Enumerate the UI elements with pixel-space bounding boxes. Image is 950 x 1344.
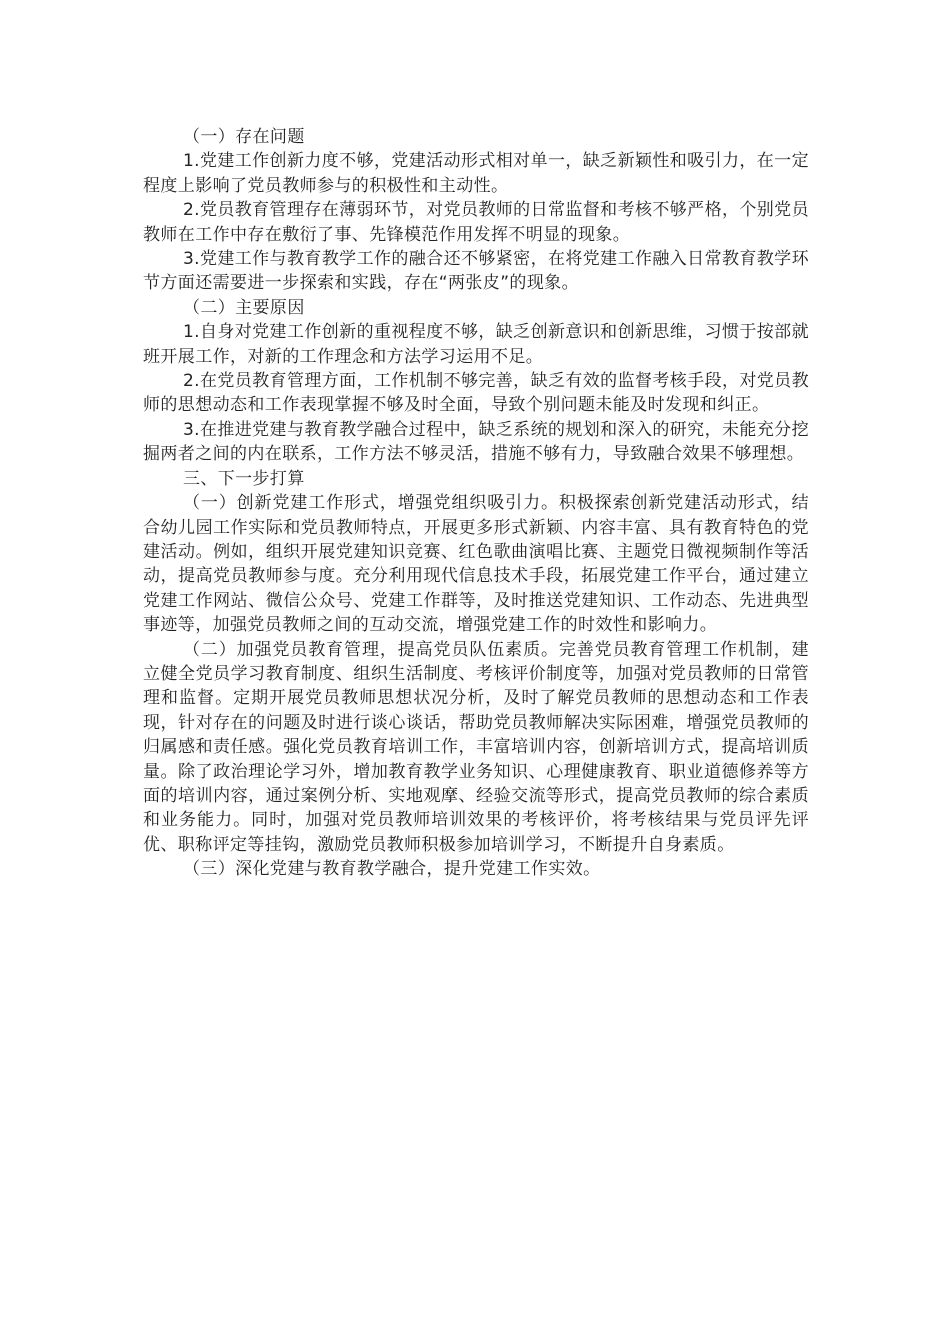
document-body xyxy=(143,125,809,882)
plan-paragraph-2: （二）加强党员教育管理，提高党员队伍素质。完善党员教育管理工作机制，建立健全党员学习教育制度、组织生活制度、考核评价制度等，加强对党员教师的日常管理和监督。定期开展党员教师思想状况分析，及时了解党员教师的思想动态和工作表现，针对存在的问题及时进行谈心谈话，帮助党员教师解决实际困难，增强党员教师的归属感和责任感。强化党员教育培训工作，丰富培训内容，创新培训方式，提高培训质量。除了政治理论学习外，增加教育教学业务知识、心理健康教育、职业道德修养等方面的培训内容，通过案例分析、实地观摩、经验交流等形式，提高党员教师的综合素质和业务能力。同时，加强对党员教师培训效果的考核评价，将考核结果与党员评先评优、职称评定等挂钩，激励党员教师积极参加培训学习，不断提升自身素质。 xyxy=(143,639,809,855)
cause-paragraph-1: 1.自身对党建工作创新的重视程度不够，缺乏创新意识和创新思维，习惯于按部就班开展工作，对新的工作理念和方法学习运用不足。 xyxy=(143,322,809,367)
section-heading-existing-problems: （一）存在问题 xyxy=(182,127,305,147)
cause-paragraph-2: 2.在党员教育管理方面，工作机制不够完善，缺乏有效的监督考核手段，对党员教师的思想动态和工作表现掌握不够及时全面，导致个别问题未能及时发现和纠正。 xyxy=(143,371,809,416)
plan-paragraph-1: （一）创新党建工作形式，增强党组织吸引力。积极探索创新党建活动形式，结合幼儿园工作实际和党员教师特点，开展更多形式新颖、内容丰富、具有教育特色的党建活动。例如，组织开展党建知识竞赛、红色歌曲演唱比赛、主题党日微视频制作等活动，提高党员教师参与度。充分利用现代信息技术手段，拓展党建工作平台，通过建立党建工作网站、微信公众号、党建工作群等，及时推送党建知识、工作动态、先进典型事迹等，加强党员教师之间的互动交流，增强党建工作的时效性和影响力。 xyxy=(143,493,809,636)
section-heading-next-steps: 三、下一步打算 xyxy=(182,468,305,489)
section-heading-main-causes: （二）主要原因 xyxy=(182,297,305,318)
plan-paragraph-3: （三）深化党建与教育教学融合，提升党建工作实效。 xyxy=(182,859,601,880)
problem-paragraph-2: 2.党员教育管理存在薄弱环节，对党员教师的日常监督和考核不够严格，个别党员教师在工作中存在敷衍了事、先锋模范作用发挥不明显的现象。 xyxy=(143,200,809,245)
cause-paragraph-3: 3.在推进党建与教育教学融合过程中，缺乏系统的规划和深入的研究，未能充分挖掘两者之间的内在联系，工作方法不够灵活，措施不够有力，导致融合效果不够理想。 xyxy=(143,419,809,465)
problem-paragraph-3: 3.党建工作与教育教学工作的融合还不够紧密，在将党建工作融入日常教育教学环节方面还需要进一步探索和实践，存在“两张皮”的现象。 xyxy=(143,249,809,294)
problem-paragraph-1: 1.党建工作创新力度不够，党建活动形式相对单一，缺乏新颖性和吸引力，在一定程度上影响了党员教师参与的积极性和主动性。 xyxy=(143,151,809,196)
